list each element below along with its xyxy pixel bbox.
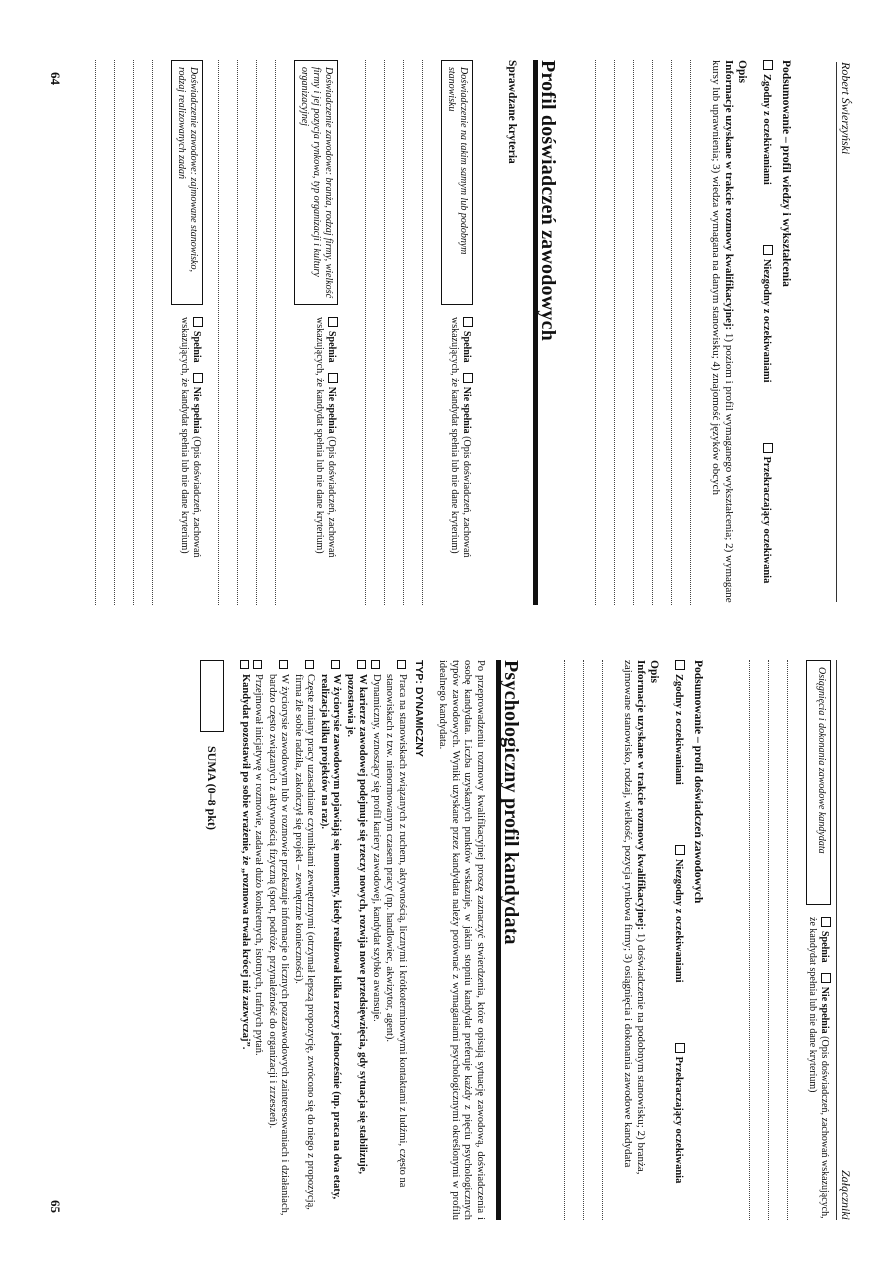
option-niezgodny[interactable] — [671, 845, 685, 983]
answer-lines[interactable] — [218, 60, 294, 605]
checkbox-icon — [763, 245, 773, 255]
opis-label: Opis — [648, 660, 660, 684]
spelnia-option[interactable] — [191, 317, 202, 363]
summary-education-section — [595, 60, 793, 605]
opis-bold: Informacje uzyskane w trakcie rozmowy kwalifikacyjnej: — [723, 60, 735, 331]
typ-item[interactable] — [370, 660, 383, 1220]
dotted-line — [564, 660, 583, 1220]
typ-item-text: Częste zmiany pracy uzasadniane czynnikami zewnętrznymi (otrzymał lepszą propozycję, zwrócono się do niego z propozycją, firma źle sobie radziła, zakończył się projekt – zewnętrzne konieczności). — [293, 674, 317, 1210]
profile-experience-title: Profil doświadczeń zawodowych — [533, 60, 555, 605]
dotted-line — [671, 60, 690, 605]
profile-experience-heading — [505, 60, 559, 605]
checkbox-icon — [463, 317, 473, 327]
checkbox-icon — [328, 373, 338, 383]
dotted-line — [583, 660, 602, 1220]
psych-intro: Po przeprowadzeniu rozmowy kwalifikacyjnej proszę zaznaczyć stwierdzenia, które opisują sytuację zawodową, doświadczenia i osobę kandydata. Liczba uzyskanych punktów wskazuje, w jakim stopniu kandydat preferuje każdy z pięciu psychologicznych typów zawodowych. Wyniki uzyskane przez kandydata należy porównać z wymaganiami psychologicznymi określonymi w profilu idealnego kandydata. — [437, 660, 486, 1220]
typ-checklist — [239, 660, 409, 1220]
criterion-desc: (Opis doświadczeń, zachowań wskazujących, że kandydat spełnia lub nie dane kryterium) — [314, 317, 337, 558]
summary-education-title: Podsumowanie – profil wiedzy i wykształcenia — [780, 60, 792, 287]
criterion-1 — [365, 60, 473, 605]
criterion-label: Doświadczenie na takim samym lub podobnym stanowisku — [441, 60, 473, 305]
running-header-author: Robert Świerzyński — [836, 62, 853, 602]
typ-item[interactable] — [252, 660, 265, 1220]
answer-lines[interactable] — [749, 660, 806, 1220]
suma-row — [201, 660, 225, 1220]
spelnia-label: Spełnia — [191, 331, 202, 363]
option-niezgodny[interactable] — [759, 245, 773, 383]
opis-text — [709, 60, 735, 605]
nie-spelnia-label: Nie spełnia — [326, 386, 337, 434]
checkbox-icon — [193, 317, 203, 327]
dotted-line — [218, 60, 237, 605]
dotted-line — [633, 60, 652, 605]
dotted-line — [133, 60, 152, 605]
achievements-criterion — [749, 660, 831, 1220]
page-number-65: 65 — [48, 1200, 63, 1213]
nie-spelnia-option[interactable] — [326, 373, 337, 434]
checkbox-icon — [254, 660, 263, 669]
option-przekraczajacy[interactable] — [759, 443, 773, 584]
typ-item[interactable] — [239, 660, 252, 1220]
spine-gutter — [0, 615, 893, 635]
dotted-line — [787, 660, 806, 1220]
nie-spelnia-option[interactable] — [191, 373, 202, 434]
checkbox-icon — [675, 1043, 685, 1053]
dotted-line — [256, 60, 275, 605]
checkbox-icon — [821, 917, 831, 927]
criterion-options — [171, 317, 203, 605]
checkbox-icon — [371, 660, 380, 669]
checkbox-icon — [821, 973, 831, 983]
typ-item[interactable] — [266, 660, 291, 1220]
dotted-line — [237, 60, 256, 605]
page-number-64: 64 — [48, 72, 63, 85]
nie-spelnia-label: Nie spełnia — [191, 386, 202, 434]
typ-item-text: W życiorysie zawodowym pojawiają się momenty, kiedy realizował kilka rzeczy jednocześnie (np. praca na dwa etaty, realizacja kilku projektów na raz). — [319, 674, 343, 1200]
criterion-3 — [95, 60, 203, 605]
dotted-line — [403, 60, 422, 605]
checkbox-icon — [763, 443, 773, 453]
typ-title: TYP: DYNAMICZNY — [413, 660, 425, 757]
spelnia-option[interactable] — [461, 317, 472, 363]
checkbox-icon — [463, 373, 473, 383]
option-przekraczajacy[interactable] — [671, 1043, 685, 1184]
spelnia-label: Spełnia — [461, 331, 472, 363]
typ-item-text: Kandydat pozostawił po sobie wrażenie, że „rozmowa trwała krócej niż zazwyczaj”. — [240, 674, 251, 1050]
opis-body: 1) doświadczenie na podobnym stanowisku; 2) branża, zajmowane stanowisko, rodzaj, wielkość, pozycja rynkowa firmy; 3) osiągnięcia i dokonania zawodowe kandydata — [622, 660, 647, 1175]
typ-item[interactable] — [318, 660, 343, 1220]
checkbox-icon — [332, 660, 341, 669]
summary-experience-title: Podsumowanie – profil doświadczeń zawodowych — [692, 660, 704, 904]
spelnia-label: Spełnia — [326, 331, 337, 363]
dotted-line — [602, 660, 621, 1220]
dotted-line — [152, 60, 171, 605]
achievements-desc: (Opis doświadczeń, zachowań wskazujących, że kandydat spełnia lub nie dane kryterium) — [807, 917, 830, 1219]
spelnia-option[interactable] — [819, 917, 830, 963]
opis-body: 1) poziom i profil wymaganego wykształcenia; 2) wymagane kursy lub uprawnienia; 3) wiedza wymagana na danym stanowisku; 4) znajomość języków obcych — [710, 60, 735, 603]
nie-spelnia-label: Nie spełnia — [461, 386, 472, 434]
option-zgodny[interactable] — [759, 60, 773, 185]
option-zgodny[interactable] — [671, 660, 685, 785]
running-header-section: Załączniki — [836, 660, 853, 1220]
dotted-line — [652, 60, 671, 605]
nie-spelnia-label: Nie spełnia — [819, 986, 830, 1034]
dotted-line — [95, 60, 114, 605]
criterion-label: Doświadczenie zawodowe: branża, rodzaj firmy, wielkość firmy i jej pozycja rynkowa, typ organizacji i kultury organizacyjnej — [294, 60, 338, 305]
criterion-label: Doświadczenie zawodowe: zajmowane stanowisko, rodzaj realizowanych zadań — [171, 60, 203, 305]
criterion-options — [441, 317, 473, 605]
checkbox-icon — [675, 660, 685, 670]
criteria-title: Sprawdzane kryteria — [506, 60, 518, 164]
typ-item-text: Przejmował inicjatywę w rozmowie, zadawał dużo konkretnych, istotnych, trafnych pytań. — [253, 674, 265, 1056]
dotted-line — [690, 60, 709, 605]
summary-experience-section — [564, 660, 705, 1220]
answer-lines[interactable] — [595, 60, 709, 605]
dotted-line — [595, 60, 614, 605]
option-niezgodny-label: Niezgodny z oczekiwaniami — [761, 258, 772, 383]
nie-spelnia-option[interactable] — [819, 973, 830, 1034]
psych-profile-section — [201, 660, 522, 1220]
dotted-line — [422, 60, 441, 605]
summary-experience-options — [671, 660, 685, 1220]
typ-item-text: Dynamiczny, wznoszący się profil kariery zawodowej, kandydat szybko awansuje. — [371, 674, 382, 1022]
dotted-line — [384, 60, 403, 605]
spelnia-label: Spełnia — [819, 931, 830, 963]
dotted-line — [749, 660, 768, 1220]
dotted-line — [365, 60, 384, 605]
checkbox-icon — [675, 845, 685, 855]
option-przekraczajacy-label: Przekraczający oczekiwania — [673, 1056, 684, 1184]
typ-item-text: Praca na stanowiskach związanych z ruchem, aktywnością, licznymi i krótkoterminowymi kontaktami z ludźmi, często na stanowiskach z tzw. nienormowanym czasem pracy (np. handlowiec, akwizytor, agent). — [384, 674, 408, 1188]
nie-spelnia-option[interactable] — [461, 373, 472, 434]
typ-item[interactable] — [344, 660, 369, 1220]
achievements-label: Osiągnięcia i dokonania zawodowe kandydata — [806, 660, 831, 905]
page-64 — [0, 0, 893, 610]
checkbox-icon — [358, 660, 367, 669]
dotted-line — [114, 60, 133, 605]
option-zgodny-label: Zgodny z oczekiwaniami — [761, 74, 772, 185]
checkbox-icon — [328, 317, 338, 327]
criterion-desc: (Opis doświadczeń, zachowań wskazujących, że kandydat spełnia lub nie dane kryterium) — [179, 317, 202, 558]
opis-bold: Informacje uzyskane w trakcie rozmowy kwalifikacyjnej: — [635, 660, 647, 931]
criterion-desc: (Opis doświadczeń, zachowań wskazujących, że kandydat spełnia lub nie dane kryterium) — [449, 317, 472, 558]
option-niezgodny-label: Niezgodny z oczekiwaniami — [673, 858, 684, 983]
answer-lines[interactable] — [365, 60, 441, 605]
option-zgodny-label: Zgodny z oczekiwaniami — [673, 674, 684, 785]
checkbox-icon — [306, 660, 315, 669]
typ-item-text: W życiorysie zawodowym lub w rozmowie przekazuje informacje o licznych pozazawodowych zainteresowaniach i działaniach, bardzo często związanych z aktywnością fizyczną (sport, podróże, przynależność do organizacji i zrzeszeń). — [267, 674, 291, 1216]
checkbox-icon — [193, 373, 203, 383]
achievements-options — [806, 917, 831, 1220]
typ-item[interactable] — [292, 660, 317, 1220]
dotted-line — [768, 660, 787, 1220]
checkbox-icon — [763, 60, 773, 70]
dotted-line — [275, 60, 294, 605]
typ-item[interactable] — [383, 660, 408, 1220]
typ-item-text: W karierze zawodowej podejmuje się rzeczy nowych, rozwija nowe przedsięwzięcia, gdy sytuacja się stabilizuje, pozostawia je. — [345, 674, 369, 1175]
checkbox-icon — [397, 660, 406, 669]
checkbox-icon — [240, 660, 249, 669]
opis-label: Opis — [736, 60, 748, 84]
suma-label: SUMA (0–8 pkt) — [205, 746, 220, 831]
page-65 — [0, 640, 893, 1263]
option-przekraczajacy-label: Przekraczający oczekiwania — [761, 456, 772, 584]
answer-lines[interactable] — [95, 60, 171, 605]
checkbox-icon — [280, 660, 289, 669]
answer-lines[interactable] — [564, 660, 621, 1220]
suma-input-box[interactable] — [201, 660, 225, 732]
psych-profile-title: Psychologiczny profil kandydata — [496, 660, 518, 1220]
spelnia-option[interactable] — [326, 317, 337, 363]
criterion-options — [294, 317, 338, 605]
dotted-line — [614, 60, 633, 605]
criterion-2 — [218, 60, 338, 605]
opis-text — [621, 660, 647, 1220]
summary-education-options — [759, 60, 773, 605]
